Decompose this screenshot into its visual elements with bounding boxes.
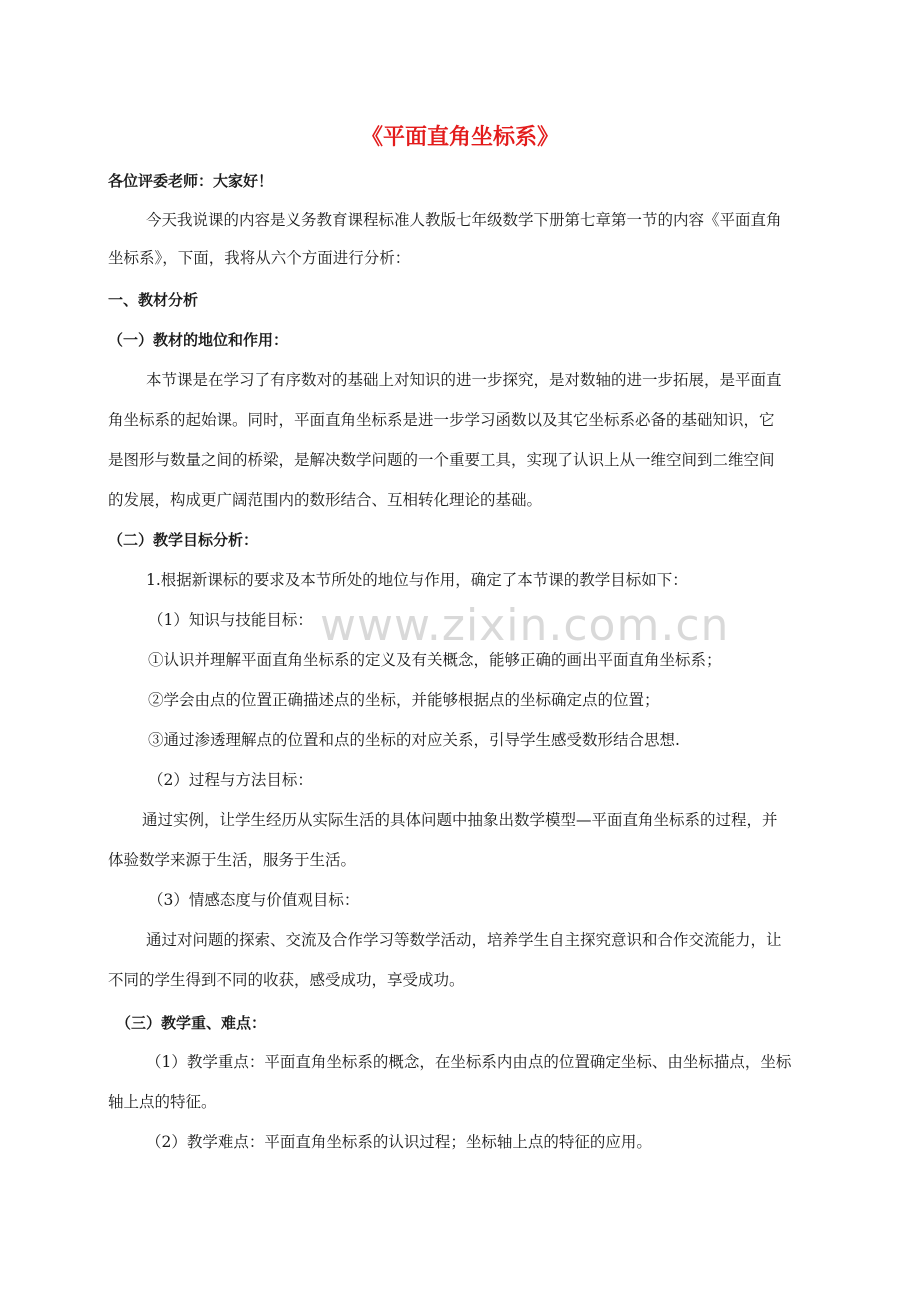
goal-1-item-3: ③通过渗透理解点的位置和点的坐标的对应关系，引导学生感受数形结合思想. <box>148 731 680 749</box>
subsection-heading-2: （二）教学目标分析： <box>108 531 259 549</box>
key-point-line-1: （1）教学重点：平面直角坐标系的概念，在坐标系内由点的位置确定坐标、由坐标描点，坐标 <box>146 1053 792 1071</box>
document-title: 《平面直角坐标系》 <box>360 125 559 150</box>
goal-1-title: （1）知识与技能目标： <box>148 611 313 629</box>
subsection-heading-1: （一）教材的地位和作用： <box>108 331 289 349</box>
watermark: www.zixin.com.cn <box>320 600 730 651</box>
goal-2-title: （2）过程与方法目标： <box>148 771 313 789</box>
intro-line-1: 今天我说课的内容是义务教育课程标准人教版七年级数学下册第七章第一节的内容《平面直角 <box>146 211 782 229</box>
goal-1-item-1: ①认识并理解平面直角坐标系的定义及有关概念，能够正确的画出平面直角坐标系； <box>148 651 722 669</box>
intro-line-2: 坐标系》，下面，我将从六个方面进行分析： <box>108 249 411 267</box>
goal-2-line-1: 通过实例，让学生经历从实际生活的具体问题中抽象出数学模型—平面直角坐标系的过程，并 <box>142 811 778 829</box>
paragraph-1-line-2: 角坐标系的起始课。同时，平面直角坐标系是进一步学习函数以及其它坐标系必备的基础知识，它 <box>108 411 775 429</box>
subsection-heading-3: （三）教学重、难点： <box>116 1014 267 1032</box>
paragraph-1-line-1: 本节课是在学习了有序数对的基础上对知识的进一步探究，是对数轴的进一步拓展，是平面直 <box>146 371 782 389</box>
goal-intro: 1.根据新课标的要求及本节所处的地位与作用，确定了本节课的教学目标如下： <box>146 571 688 589</box>
difficult-point: （2）教学难点：平面直角坐标系的认识过程；坐标轴上点的特征的应用。 <box>146 1133 652 1151</box>
key-point-line-2: 轴上点的特征。 <box>108 1093 217 1111</box>
goal-3-line-1: 通过对问题的探索、交流及合作学习等数学活动，培养学生自主探究意识和合作交流能力，让 <box>146 931 782 949</box>
section-heading-1: 一、教材分析 <box>108 291 199 309</box>
goal-2-line-2: 体验数学来源于生活，服务于生活。 <box>108 851 357 869</box>
goal-1-item-2: ②学会由点的位置正确描述点的坐标，并能够根据点的坐标确定点的位置； <box>148 691 660 709</box>
paragraph-1-line-4: 的发展，构成更广阔范围内的数形结合、互相转化理论的基础。 <box>108 491 543 509</box>
goal-3-line-2: 不同的学生得到不同的收获，感受成功，享受成功。 <box>108 971 465 989</box>
paragraph-1-line-3: 是图形与数量之间的桥梁，是解决数学问题的一个重要工具，实现了认识上从一维空间到二维空间 <box>108 451 775 469</box>
greeting: 各位评委老师：大家好！ <box>108 172 274 190</box>
goal-3-title: （3）情感态度与价值观目标： <box>148 891 360 909</box>
